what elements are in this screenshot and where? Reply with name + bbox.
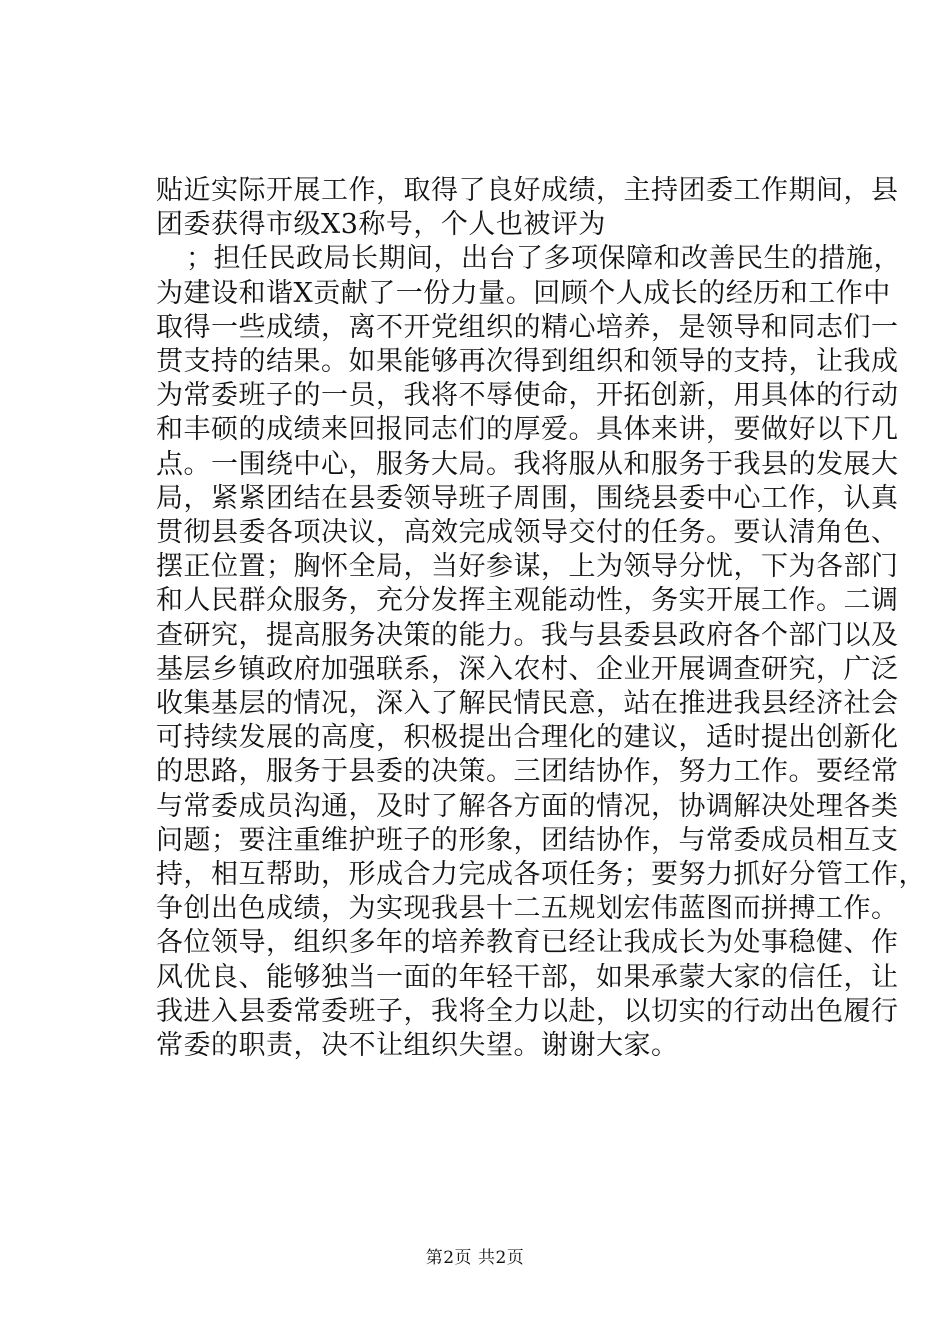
text-line: 贯支持的结果。如果能够再次得到组织和领导的支持，让我成 [156, 346, 899, 378]
text-line: ；担任民政局长期间，出台了多项保障和改善民生的措施， [186, 243, 901, 275]
text-line: 局，紧紧团结在县委领导班子周围，围绕县委中心工作，认真 [156, 482, 899, 514]
text-line: 与常委成员沟通，及时了解各方面的情况，协调解决处理各类 [156, 790, 899, 822]
page-number-footer: 第2页 共2页 [425, 1248, 525, 1268]
text-line: 我进入县委常委班子，我将全力以赴，以切实的行动出色履行 [156, 995, 899, 1027]
text-line: 各位领导，组织多年的培养教育已经让我成长为处事稳健、作 [156, 927, 899, 959]
text-line: 收集基层的情况，深入了解民情民意，站在推进我县经济社会 [156, 688, 899, 720]
text-line: 摆正位置；胸怀全局，当好参谋，上为领导分忧，下为各部门 [156, 551, 899, 583]
text-line: 团委获得市级X3称号，个人也被评为 [156, 209, 606, 241]
text-line: 贴近实际开展工作，取得了良好成绩，主持团委工作期间，县 [156, 175, 899, 206]
text-line: 和丰硕的成绩来回报同志们的厚爱。具体来讲，要做好以下几 [156, 414, 899, 446]
text-line: 和人民群众服务，充分发挥主观能动性，务实开展工作。二调 [156, 585, 899, 617]
text-line: 可持续发展的高度，积极提出合理化的建议，适时提出创新化 [156, 722, 899, 754]
text-line: 为建设和谐X贡献了一份力量。回顾个人成长的经历和工作中 [156, 277, 891, 309]
body-text [156, 174, 926, 1063]
text-line: 取得一些成绩，离不开党组织的精心培养，是领导和同志们一 [156, 311, 899, 343]
text-line: 基层乡镇政府加强联系，深入农村、企业开展调查研究，广泛 [156, 653, 899, 685]
text-line: 常委的职责，决不让组织失望。谢谢大家。 [156, 1030, 679, 1062]
text-line: 风优良、能够独当一面的年轻干部，如果承蒙大家的信任，让 [156, 961, 899, 993]
text-line: 点。一围绕中心，服务大局。我将服从和服务于我县的发展大 [156, 448, 899, 480]
text-line: 贯彻县委各项决议，高效完成领导交付的任务。要认清角色、 [156, 517, 899, 549]
text-line: 问题；要注重维护班子的形象，团结协作，与常委成员相互支 [156, 824, 899, 856]
text-line: 的思路，服务于县委的决策。三团结协作，努力工作。要经常 [156, 756, 899, 788]
text-line: 为常委班子的一员，我将不辱使命，开拓创新，用具体的行动 [156, 380, 899, 412]
text-line: 查研究，提高服务决策的能力。我与县委县政府各个部门以及 [156, 619, 899, 651]
text-line: 争创出色成绩，为实现我县十二五规划宏伟蓝图而拼搏工作。 [156, 893, 899, 925]
text-line: 持，相互帮助，形成合力完成各项任务；要努力抓好分管工作， [156, 859, 926, 891]
